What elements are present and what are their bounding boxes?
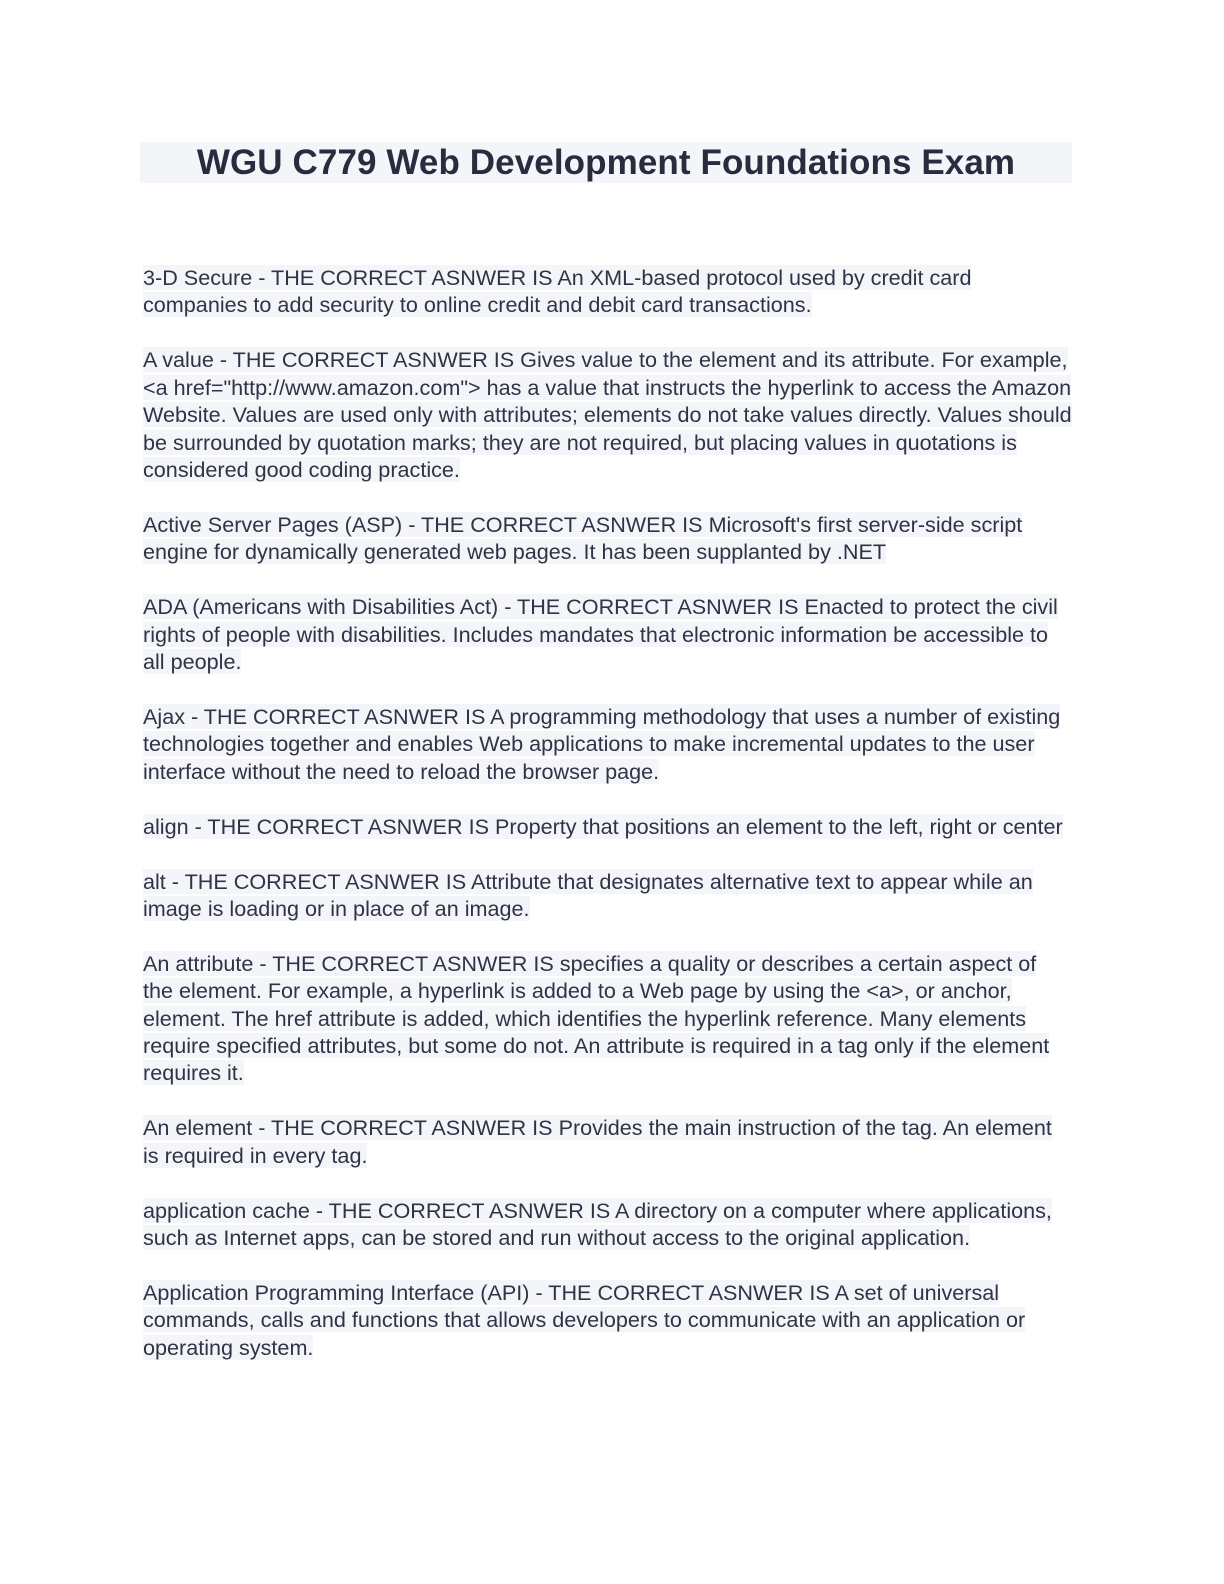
glossary-entry xyxy=(143,813,1072,840)
glossary-entry xyxy=(143,1114,1072,1169)
glossary-entry xyxy=(143,703,1072,785)
glossary-entry xyxy=(143,1279,1072,1361)
glossary-entry-text: align - THE CORRECT ASNWER IS Property that positions an element to the left, right or center xyxy=(143,813,1063,839)
glossary-entry xyxy=(143,346,1072,483)
glossary-entry-text: A value - THE CORRECT ASNWER IS Gives value to the element and its attribute. For example, <a href="http://www.amazon.com"> has a value that instructs the hyperlink to access the Amazon Website. Values are used only with attributes; elements do not take values directly. Values should be surrounded by quotation marks; they are not required, but placing values in quotations is considered good coding practice. xyxy=(143,347,1072,482)
glossary-entry xyxy=(143,868,1072,923)
glossary-entry xyxy=(143,264,1072,319)
glossary-entry-text: An attribute - THE CORRECT ASNWER IS specifies a quality or describes a certain aspect of the element. For example, a hyperlink is added to a Web page by using the <a>, or anchor, element. The href attribute is added, which identifies the hyperlink reference. Many elements require specified attributes, but some do not. An attribute is required in a tag only if the element requires it. xyxy=(143,950,1050,1086)
glossary-entry-text: 3-D Secure - THE CORRECT ASNWER IS An XML-based protocol used by credit card companies to add security to online credit and debit card transactions. xyxy=(143,265,972,318)
glossary-entry xyxy=(143,950,1072,1087)
document-page xyxy=(140,142,1072,1389)
glossary-entry-text: Ajax - THE CORRECT ASNWER IS A programming methodology that uses a number of existing technologies together and enables Web applications to make incremental updates to the user interface without the need to reload the browser page. xyxy=(143,703,1061,784)
glossary-entry-text: ADA (Americans with Disabilities Act) - THE CORRECT ASNWER IS Enacted to protect the civil rights of people with disabilities. Includes mandates that electronic information be accessible to all people. xyxy=(143,594,1058,674)
glossary-entry xyxy=(143,593,1072,675)
glossary-entry-text: Active Server Pages (ASP) - THE CORRECT ASNWER IS Microsoft's first server-side script engine for dynamically generated web pages. It has been supplanted by .NET xyxy=(143,511,1023,565)
glossary-entry-text: Application Programming Interface (API) - THE CORRECT ASNWER IS A set of universal commands, calls and functions that allows developers to communicate with an application or operating system. xyxy=(143,1279,1026,1360)
glossary-entry xyxy=(143,1197,1072,1252)
glossary-entry xyxy=(143,511,1072,566)
page-title: WGU C779 Web Development Foundations Exam xyxy=(196,143,1016,182)
glossary-entry-text: application cache - THE CORRECT ASNWER IS A directory on a computer where applications, such as Internet apps, can be stored and run without access to the original application. xyxy=(143,1197,1052,1251)
glossary-entry-text: An element - THE CORRECT ASNWER IS Provides the main instruction of the tag. An element is required in every tag. xyxy=(143,1115,1052,1168)
glossary-entry-text: alt - THE CORRECT ASNWER IS Attribute that designates alternative text to appear while an image is loading or in place of an image. xyxy=(143,868,1033,921)
glossary-list xyxy=(140,264,1072,1361)
title-bar xyxy=(140,142,1072,183)
